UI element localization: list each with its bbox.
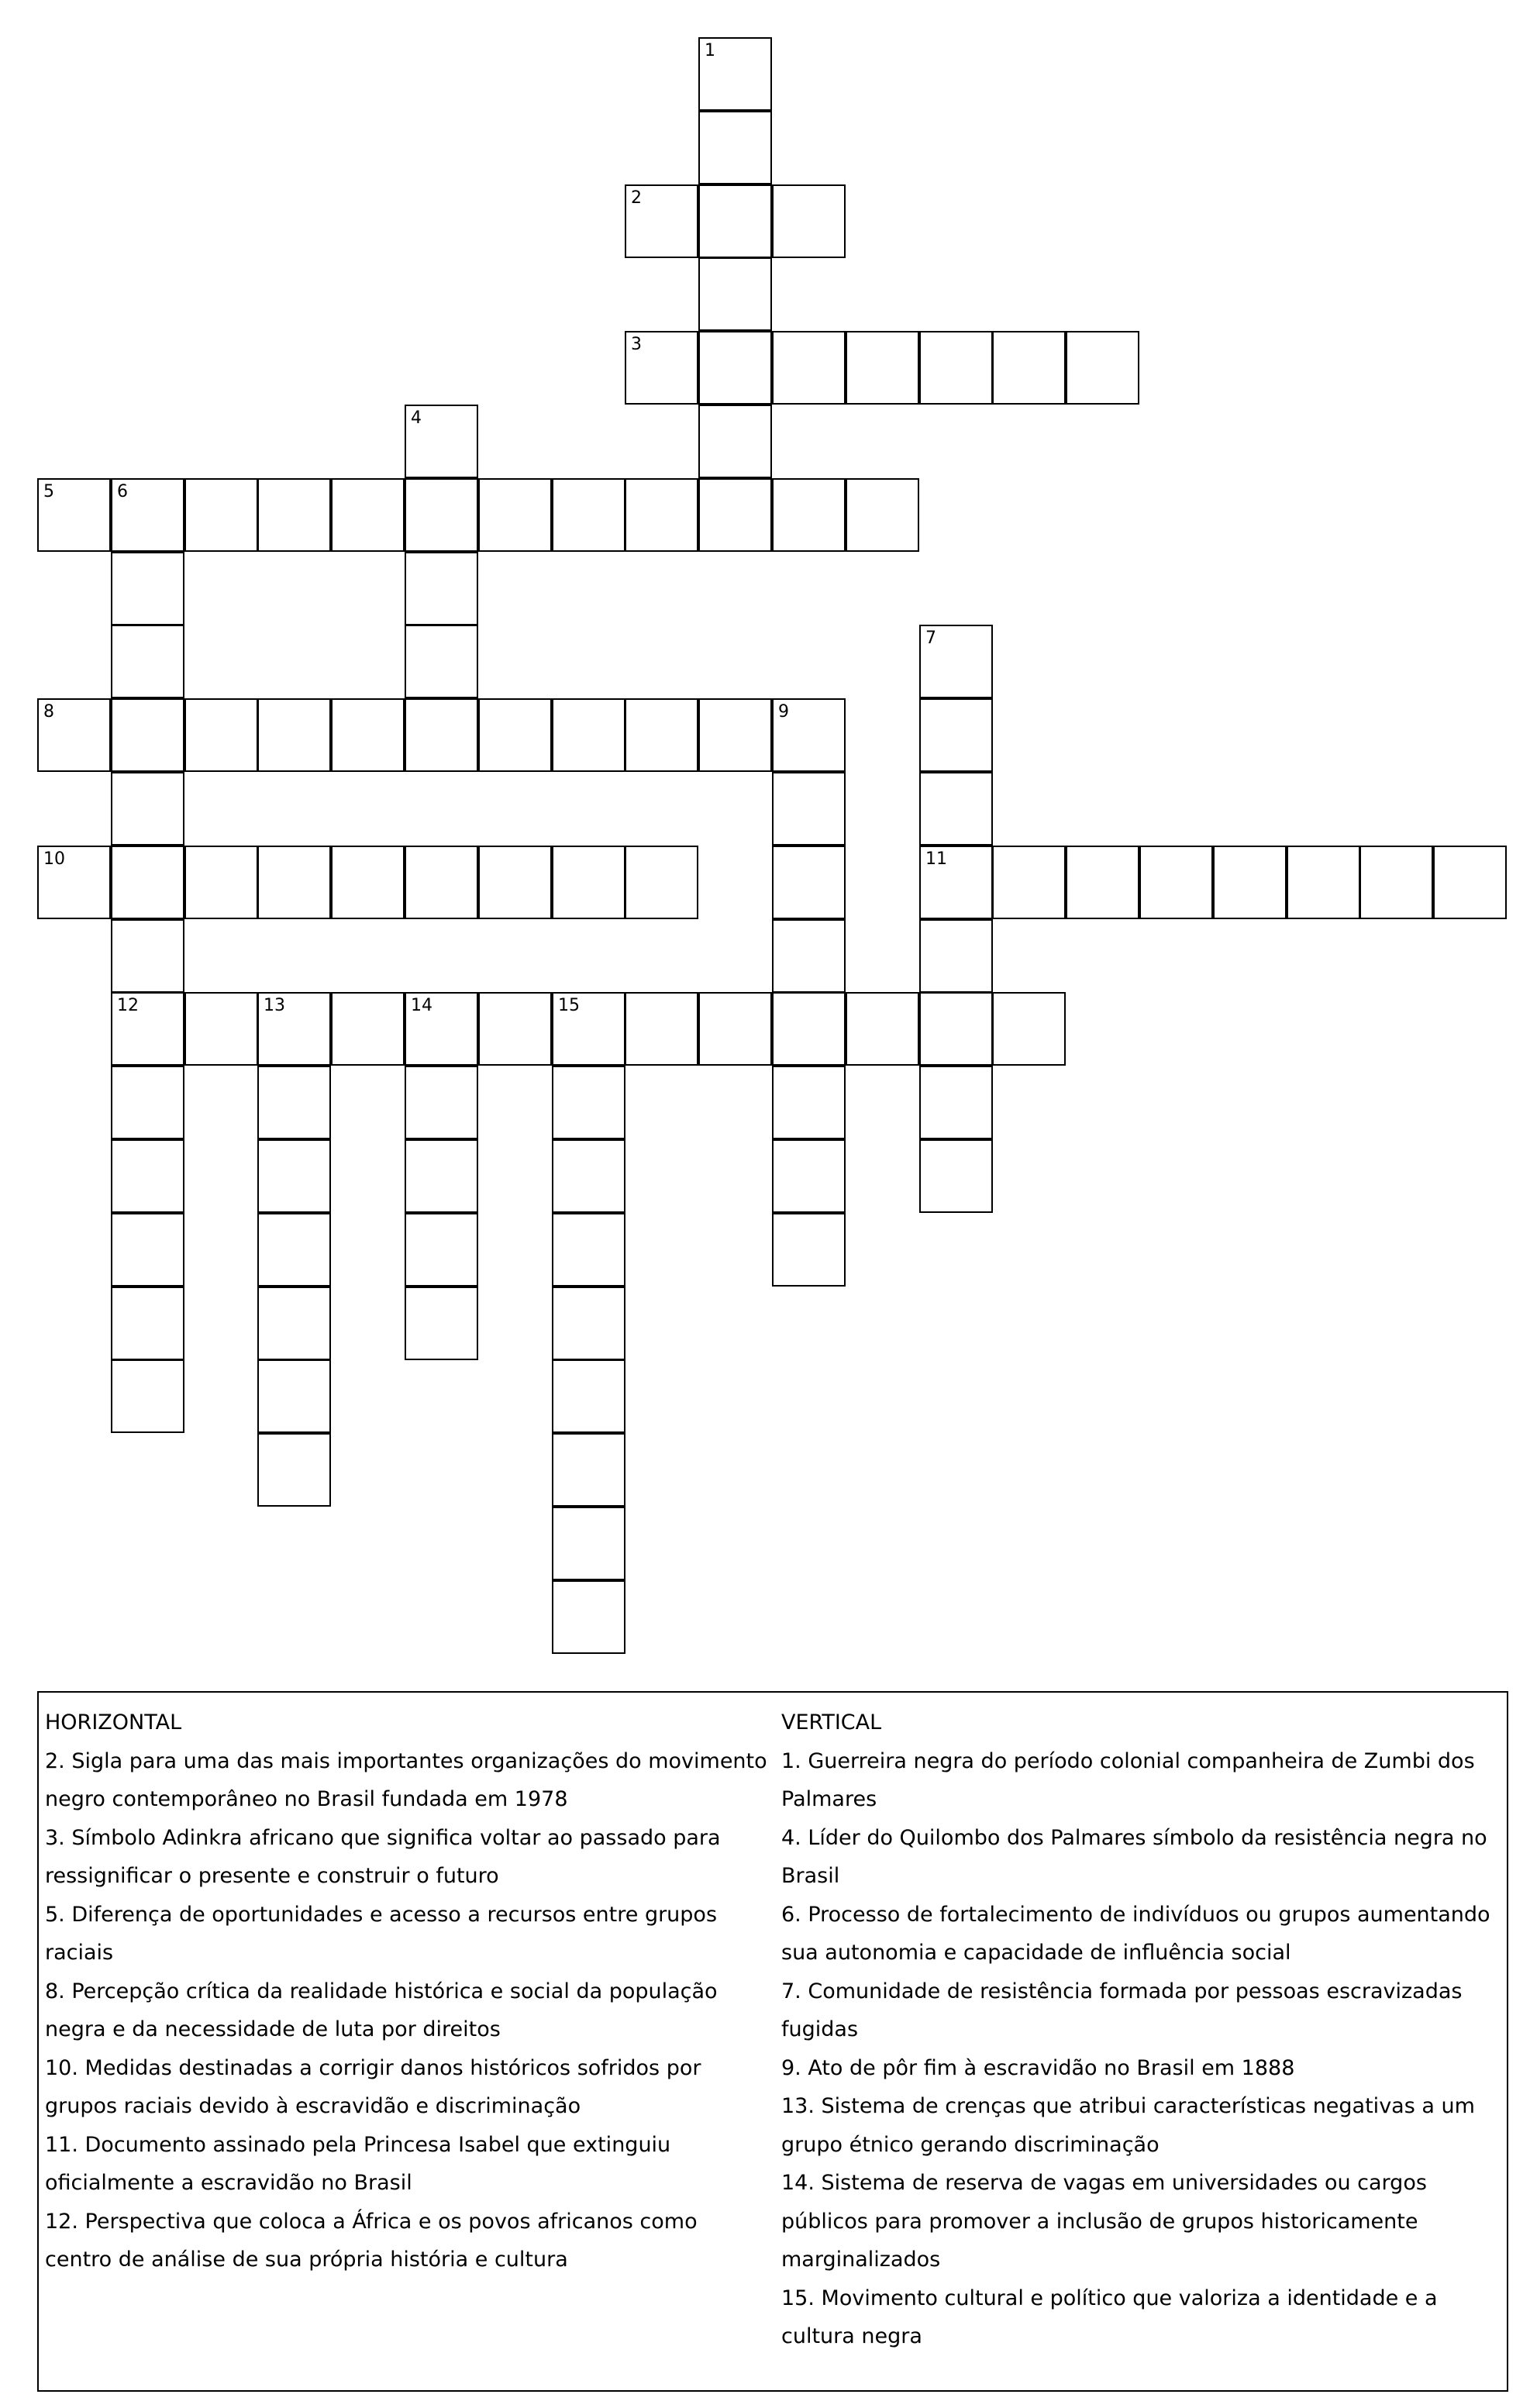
- grid-cell[interactable]: [919, 992, 993, 1066]
- grid-cell[interactable]: [772, 846, 846, 919]
- grid-cell[interactable]: [405, 992, 478, 1066]
- horizontal-clue-12: [45, 2203, 774, 2279]
- grid-cell[interactable]: [625, 992, 698, 1066]
- vertical-clue-4: [781, 1819, 1502, 1896]
- grid-cell[interactable]: [257, 1287, 331, 1360]
- grid-cell[interactable]: [919, 1066, 993, 1139]
- clue-number: 8: [43, 702, 54, 722]
- grid-cell[interactable]: [625, 478, 698, 552]
- clue-text-line: 10. Medidas destinadas a corrigir danos históricos sofridos por: [45, 2055, 701, 2080]
- grid-cell[interactable]: [405, 478, 478, 552]
- grid-cell[interactable]: [405, 1139, 478, 1213]
- clue-number: 14: [411, 996, 432, 1015]
- grid-cell[interactable]: [405, 698, 478, 772]
- horizontal-clue-2: [45, 1742, 774, 1819]
- clue-number: 5: [43, 482, 54, 501]
- grid-cell[interactable]: [257, 1433, 331, 1507]
- grid-cell[interactable]: [919, 846, 993, 919]
- grid-cell[interactable]: [698, 37, 772, 111]
- grid-cell[interactable]: [698, 405, 772, 478]
- grid-cell[interactable]: [184, 992, 258, 1066]
- grid-cell[interactable]: [698, 698, 772, 772]
- grid-cell[interactable]: [478, 992, 552, 1066]
- grid-cell[interactable]: [552, 846, 625, 919]
- clue-text-line: negro contemporâneo no Brasil fundada em 1978: [45, 1787, 568, 1811]
- clue-number: 3: [631, 335, 642, 354]
- clue-number: 7: [925, 629, 936, 648]
- grid-cell[interactable]: [772, 331, 846, 405]
- vertical-clue-1: [781, 1742, 1502, 1819]
- grid-cell[interactable]: [478, 478, 552, 552]
- vertical-clue-6: [781, 1896, 1502, 1972]
- grid-cell[interactable]: [552, 1580, 625, 1654]
- clue-number: 11: [925, 849, 947, 869]
- grid-cell[interactable]: [625, 331, 698, 405]
- clue-number: 10: [43, 849, 65, 869]
- grid-cell[interactable]: [552, 1213, 625, 1287]
- clue-text-line: 1. Guerreira negra do período colonial companheira de Zumbi dos: [781, 1748, 1475, 1773]
- grid-cell[interactable]: [992, 992, 1066, 1066]
- clue-text-line: cultura negra: [781, 2324, 922, 2348]
- grid-cell[interactable]: [478, 846, 552, 919]
- grid-cell[interactable]: [111, 772, 184, 846]
- grid-cell[interactable]: [184, 846, 258, 919]
- grid-cell[interactable]: [772, 1213, 846, 1287]
- horizontal-clue-11: [45, 2126, 774, 2203]
- clue-number: 15: [558, 996, 580, 1015]
- vertical-clue-7: [781, 1972, 1502, 2049]
- grid-cell[interactable]: [772, 698, 846, 772]
- grid-cell[interactable]: [772, 1139, 846, 1213]
- clue-text-line: 4. Líder do Quilombo dos Palmares símbolo da resistência negra no: [781, 1825, 1487, 1850]
- grid-cell[interactable]: [111, 698, 184, 772]
- grid-cell[interactable]: [405, 625, 478, 698]
- horizontal-clue-list: [45, 1742, 774, 2279]
- vertical-clue-9: [781, 2049, 1502, 2088]
- grid-cell[interactable]: [405, 846, 478, 919]
- clue-text-line: públicos para promover a inclusão de grupos historicamente: [781, 2209, 1418, 2234]
- clue-text-line: 15. Movimento cultural e político que valoriza a identidade e a: [781, 2286, 1438, 2310]
- grid-cell[interactable]: [846, 331, 919, 405]
- grid-cell[interactable]: [772, 478, 846, 552]
- grid-cell[interactable]: [625, 846, 698, 919]
- grid-cell[interactable]: [184, 478, 258, 552]
- grid-cell[interactable]: [1287, 846, 1360, 919]
- grid-cell[interactable]: [919, 1139, 993, 1213]
- clue-text-line: 3. Símbolo Adinkra africano que significa voltar ao passado para: [45, 1825, 721, 1850]
- clue-text-line: 11. Documento assinado pela Princesa Isabel que extinguiu: [45, 2132, 671, 2157]
- grid-cell[interactable]: [257, 1359, 331, 1433]
- grid-cell[interactable]: [698, 331, 772, 405]
- clue-text-line: 12. Perspectiva que coloca a África e os povos africanos como: [45, 2209, 698, 2234]
- grid-cell[interactable]: [552, 1287, 625, 1360]
- clue-text-line: 5. Diferença de oportunidades e acesso a recursos entre grupos: [45, 1902, 718, 1927]
- grid-cell[interactable]: [111, 625, 184, 698]
- grid-cell[interactable]: [478, 698, 552, 772]
- grid-cell[interactable]: [257, 992, 331, 1066]
- clue-text-line: raciais: [45, 1941, 114, 1965]
- grid-cell[interactable]: [184, 698, 258, 772]
- grid-cell[interactable]: [405, 1213, 478, 1287]
- clues-box: [37, 1691, 1508, 2392]
- clue-number: 2: [631, 188, 642, 208]
- grid-cell[interactable]: [257, 1066, 331, 1139]
- horizontal-clue-8: [45, 1972, 774, 2049]
- grid-cell[interactable]: [919, 625, 993, 698]
- clue-text-line: 7. Comunidade de resistência formada por pessoas escravizadas: [781, 1979, 1463, 2003]
- grid-cell[interactable]: [552, 478, 625, 552]
- grid-cell[interactable]: [552, 698, 625, 772]
- grid-cell[interactable]: [625, 184, 698, 258]
- grid-cell[interactable]: [772, 1066, 846, 1139]
- grid-cell[interactable]: [1433, 846, 1507, 919]
- clue-text-line: grupo étnico gerando discriminação: [781, 2132, 1160, 2157]
- grid-cell[interactable]: [919, 772, 993, 846]
- grid-cell[interactable]: [111, 1287, 184, 1360]
- grid-cell[interactable]: [405, 1287, 478, 1360]
- grid-cell[interactable]: [331, 992, 405, 1066]
- grid-cell[interactable]: [625, 698, 698, 772]
- vertical-clue-14: [781, 2164, 1502, 2279]
- horizontal-clue-3: [45, 1819, 774, 1896]
- clue-number: 9: [778, 702, 789, 722]
- grid-cell[interactable]: [919, 698, 993, 772]
- grid-cell[interactable]: [552, 1359, 625, 1433]
- grid-cell[interactable]: [111, 552, 184, 625]
- clue-text-line: 2. Sigla para uma das mais importantes organizações do movimento: [45, 1748, 767, 1773]
- horizontal-clue-10: [45, 2049, 774, 2126]
- grid-cell[interactable]: [405, 552, 478, 625]
- grid-cell[interactable]: [111, 1213, 184, 1287]
- clue-text-line: 6. Processo de fortalecimento de indivíduos ou grupos aumentando: [781, 1902, 1490, 1927]
- grid-cell[interactable]: [552, 1507, 625, 1580]
- grid-cell[interactable]: [1359, 846, 1433, 919]
- grid-cell[interactable]: [405, 1066, 478, 1139]
- horizontal-clue-5: [45, 1896, 774, 1972]
- clue-number: 6: [117, 482, 128, 501]
- clue-text-line: 14. Sistema de reserva de vagas em universidades ou cargos: [781, 2171, 1427, 2195]
- clue-text-line: 9. Ato de pôr fim à escravidão no Brasil em 1888: [781, 2055, 1295, 2080]
- grid-cell[interactable]: [331, 478, 405, 552]
- grid-cell[interactable]: [552, 992, 625, 1066]
- clue-text-line: centro de análise de sua própria história e cultura: [45, 2248, 568, 2272]
- grid-cell[interactable]: [405, 405, 478, 478]
- grid-cell[interactable]: [698, 478, 772, 552]
- grid-cell[interactable]: [111, 1066, 184, 1139]
- grid-cell[interactable]: [552, 1066, 625, 1139]
- clue-text-line: ressignificar o presente e construir o futuro: [45, 1864, 499, 1888]
- grid-cell[interactable]: [111, 992, 184, 1066]
- grid-cell[interactable]: [772, 772, 846, 846]
- grid-cell[interactable]: [331, 846, 405, 919]
- clue-text-line: 13. Sistema de crenças que atribui características negativas a um: [781, 2094, 1475, 2118]
- clue-text-line: oficialmente a escravidão no Brasil: [45, 2171, 412, 2195]
- clue-text-line: Brasil: [781, 1864, 840, 1888]
- clue-text-line: negra e da necessidade de luta por direitos: [45, 2017, 501, 2041]
- vertical-title: VERTICAL: [781, 1710, 882, 1735]
- grid-cell[interactable]: [552, 1433, 625, 1507]
- grid-cell[interactable]: [698, 992, 772, 1066]
- vertical-clues: [781, 1704, 1502, 2356]
- grid-cell[interactable]: [111, 846, 184, 919]
- grid-cell[interactable]: [37, 846, 111, 919]
- clue-text-line: 8. Percepção crítica da realidade histórica e social da população: [45, 1979, 718, 2003]
- clue-text-line: grupos raciais devido à escravidão e discriminação: [45, 2094, 581, 2118]
- grid-cell[interactable]: [257, 846, 331, 919]
- clue-number: 13: [264, 996, 285, 1015]
- grid-cell[interactable]: [992, 331, 1066, 405]
- horizontal-clues: [45, 1704, 774, 2279]
- grid-cell[interactable]: [846, 478, 919, 552]
- grid-cell[interactable]: [1213, 846, 1287, 919]
- grid-cell[interactable]: [992, 846, 1066, 919]
- grid-cell[interactable]: [1066, 331, 1139, 405]
- grid-cell[interactable]: [111, 478, 184, 552]
- grid-cell[interactable]: [111, 919, 184, 993]
- grid-cell[interactable]: [919, 331, 993, 405]
- horizontal-title: HORIZONTAL: [45, 1710, 182, 1735]
- clue-text-line: sua autonomia e capacidade de influência social: [781, 1941, 1291, 1965]
- clue-number: 1: [705, 41, 715, 60]
- grid-cell[interactable]: [772, 184, 846, 258]
- grid-cell[interactable]: [772, 919, 846, 993]
- grid-cell[interactable]: [257, 1139, 331, 1213]
- grid-cell[interactable]: [698, 257, 772, 331]
- vertical-clue-15: [781, 2279, 1502, 2356]
- grid-cell[interactable]: [111, 1359, 184, 1433]
- clue-text-line: Palmares: [781, 1787, 877, 1811]
- grid-cell[interactable]: [257, 698, 331, 772]
- grid-cell[interactable]: [1066, 846, 1139, 919]
- grid-cell[interactable]: [37, 478, 111, 552]
- grid-cell[interactable]: [698, 184, 772, 258]
- grid-cell[interactable]: [331, 698, 405, 772]
- clue-text-line: marginalizados: [781, 2248, 941, 2272]
- clue-text-line: fugidas: [781, 2017, 859, 2041]
- vertical-clue-13: [781, 2087, 1502, 2164]
- grid-cell[interactable]: [257, 1213, 331, 1287]
- grid-cell[interactable]: [1139, 846, 1213, 919]
- grid-cell[interactable]: [37, 698, 111, 772]
- grid-cell[interactable]: [772, 992, 846, 1066]
- grid-cell[interactable]: [919, 919, 993, 993]
- grid-cell[interactable]: [698, 111, 772, 184]
- grid-cell[interactable]: [111, 1139, 184, 1213]
- clue-number: 4: [411, 408, 422, 428]
- grid-cell[interactable]: [846, 992, 919, 1066]
- clue-number: 12: [117, 996, 139, 1015]
- vertical-clue-list: [781, 1742, 1502, 2356]
- grid-cell[interactable]: [257, 478, 331, 552]
- grid-cell[interactable]: [552, 1139, 625, 1213]
